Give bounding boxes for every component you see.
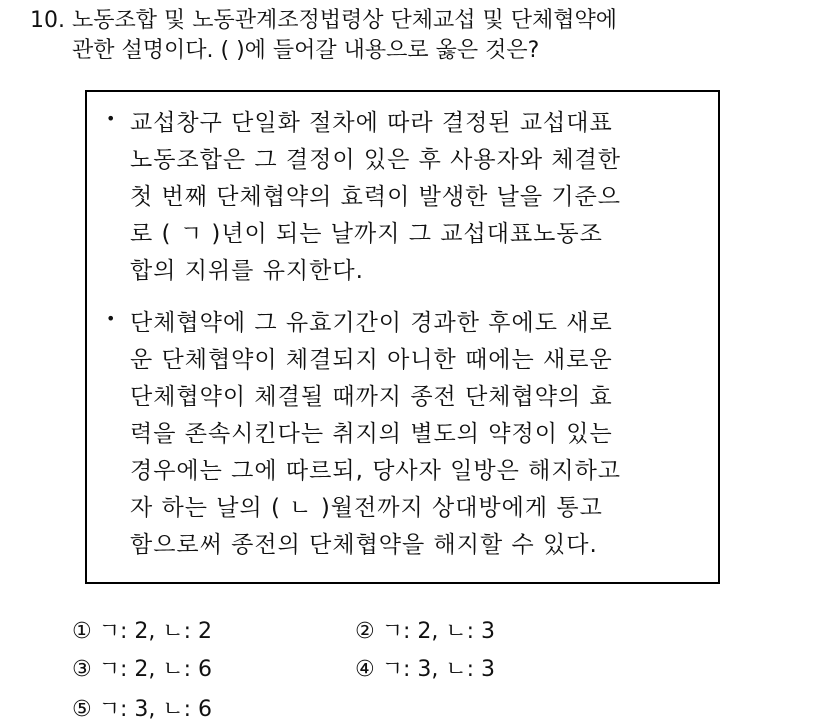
question-text-line-1: 노동조합 및 노동관계조정법령상 단체교섭 및 단체협약에 — [72, 8, 618, 33]
question-text-line-2: 관한 설명이다. ( )에 들어갈 내용으로 옳은 것은? — [72, 38, 540, 63]
option-5[interactable]: ⑤ ㄱ: 3, ㄴ: 6 — [72, 697, 213, 722]
question-stem — [30, 6, 617, 66]
passage-line: 단체협약에 그 유효기간이 경과한 후에도 새로 — [130, 310, 613, 336]
option-1[interactable]: ① ㄱ: 2, ㄴ: 2 — [72, 619, 213, 644]
passage-line: 력을 존속시킨다는 취지의 별도의 약정이 있는 — [130, 421, 613, 447]
passage-line: 첫 번째 단체협약의 효력이 발생한 날을 기준으 — [130, 184, 622, 210]
passage-line: 함으로써 종전의 단체협약을 해지할 수 있다. — [130, 532, 598, 558]
bullet-2: • — [106, 309, 116, 328]
passage-line: 운 단체협약이 체결되지 아니한 때에는 새로운 — [130, 347, 613, 373]
passage-line: 교섭창구 단일화 절차에 따라 결정된 교섭대표 — [130, 110, 613, 136]
passage-line: 로 ( ㄱ )년이 되는 날까지 그 교섭대표노동조 — [130, 221, 603, 247]
option-2[interactable]: ② ㄱ: 2, ㄴ: 3 — [355, 619, 496, 644]
bullet-1: • — [106, 109, 116, 128]
passage-line: 노동조합은 그 결정이 있은 후 사용자와 체결한 — [130, 147, 622, 173]
passage-line: 경우에는 그에 따르되, 당사자 일방은 해지하고 — [130, 458, 622, 484]
question-number: 10. — [30, 8, 65, 33]
passage-line: 자 하는 날의 ( ㄴ )월전까지 상대방에게 통고 — [130, 495, 603, 521]
option-3[interactable]: ③ ㄱ: 2, ㄴ: 6 — [72, 657, 213, 682]
passage-line: 합의 지위를 유지한다. — [130, 258, 364, 284]
option-4[interactable]: ④ ㄱ: 3, ㄴ: 3 — [355, 657, 496, 682]
passage-line: 단체협약이 체결될 때까지 종전 단체협약의 효 — [130, 384, 613, 410]
